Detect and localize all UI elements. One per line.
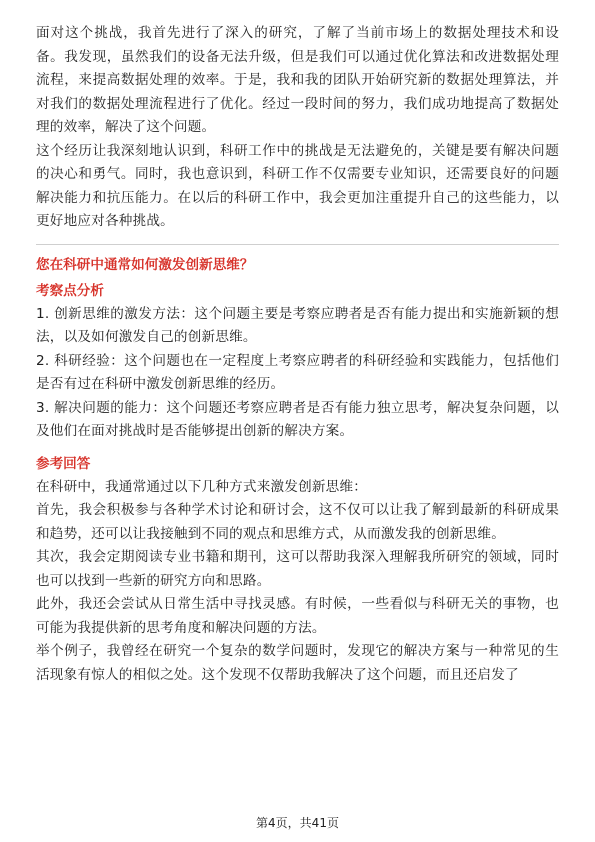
question-title: 您在科研中通常如何激发创新思维？ <box>36 256 254 273</box>
document-page <box>36 22 559 687</box>
intro-paragraph: 这个经历让我深刻地认识到，科研工作中的挑战是无法避免的，关键是要有解决问题的决心和勇气。同时，我也意识到，科研工作不仅需要专业知识，还需要良好的问题解决能力和抗压能力。在以后的科研工作中，我会更加注重提升自己的这些能力，以更好地应对各种挑战。 <box>36 142 559 229</box>
analysis-item: 3. 解决问题的能力：这个问题还考察应聘者是否有能力独立思考，解决复杂问题，以及他们在面对挑战时是否能够提出创新的解决方案。 <box>36 399 559 439</box>
answer-heading: 参考回答 <box>36 455 91 472</box>
answer-paragraph: 在科研中，我通常通过以下几种方式来激发创新思维： <box>36 478 368 495</box>
answer-paragraph: 首先，我会积极参与各种学术讨论和研讨会，这不仅可以让我了解到最新的科研成果和趋势，还可以让我接触到不同的观点和思维方式，从而激发我的创新思维。 <box>36 502 559 542</box>
analysis-section <box>36 279 559 444</box>
page-number: 第4页，共41页 <box>256 816 339 830</box>
analysis-item: 2. 科研经验：这个问题也在一定程度上考察应聘者的科研经验和实践能力，包括他们是否有过在科研中激发创新思维的经历。 <box>36 352 559 392</box>
answer-paragraph: 此外，我还会尝试从日常生活中寻找灵感。有时候，一些看似与科研无关的事物，也可能为我提供新的思考角度和解决问题的方法。 <box>36 596 559 636</box>
analysis-item: 1. 创新思维的激发方法：这个问题主要是考察应聘者是否有能力提出和实施新颖的想法，以及如何激发自己的创新思维。 <box>36 305 559 345</box>
section-divider <box>36 244 559 245</box>
analysis-heading: 考察点分析 <box>36 282 104 299</box>
answer-paragraph: 其次，我会定期阅读专业书籍和期刊，这可以帮助我深入理解我所研究的领域，同时也可以找到一些新的研究方向和思路。 <box>36 549 559 589</box>
answer-paragraph: 举个例子，我曾经在研究一个复杂的数学问题时，发现它的解决方案与一种常见的生活现象有惊人的相似之处。这个发现不仅帮助我解决了这个问题，而且还启发了 <box>36 643 559 683</box>
intro-section <box>36 22 559 234</box>
answer-section <box>36 452 559 688</box>
intro-paragraph: 面对这个挑战，我首先进行了深入的研究，了解了当前市场上的数据处理技术和设备。我发现，虽然我们的设备无法升级，但是我们可以通过优化算法和改进数据处理流程，来提高数据处理的效率。于是，我和我的团队开始研究新的数据处理算法，并对我们的数据处理流程进行了优化。经过一段时间的努力，我们成功地提高了数据处理的效率，解决了这个问题。 <box>36 25 559 135</box>
